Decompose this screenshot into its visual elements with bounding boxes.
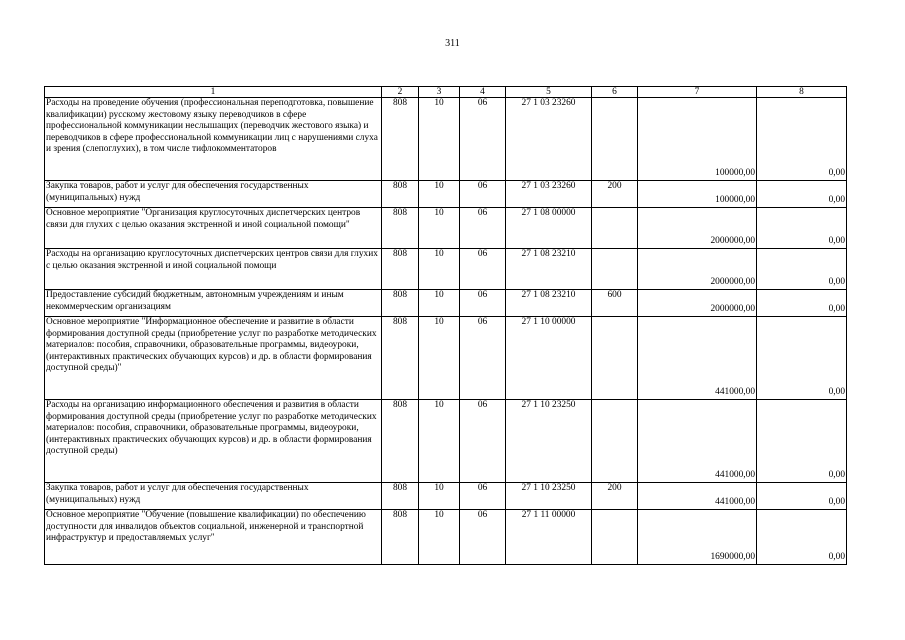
- table-header-row: [45, 87, 847, 98]
- cell-section: 10: [419, 249, 460, 290]
- cell-expense-type: [592, 208, 638, 249]
- cell-ministry-code: 808: [382, 317, 419, 400]
- cell-expense-type: 200: [592, 483, 638, 510]
- cell-target-item: 27 1 10 23250: [506, 483, 592, 510]
- table-row: [45, 483, 847, 510]
- table-row: [45, 290, 847, 317]
- header-cell: 4: [460, 87, 506, 98]
- cell-amount: 2000000,00: [638, 290, 757, 317]
- cell-ministry-code: 808: [382, 290, 419, 317]
- cell-expense-type: [592, 510, 638, 565]
- cell-target-item: 27 1 08 00000: [506, 208, 592, 249]
- header-cell: 6: [592, 87, 638, 98]
- cell-amount-2: 0,00: [757, 181, 847, 208]
- header-cell: 3: [419, 87, 460, 98]
- cell-section: 10: [419, 483, 460, 510]
- cell-amount: 100000,00: [638, 98, 757, 181]
- cell-subsection: 06: [460, 208, 506, 249]
- cell-target-item: 27 1 08 23210: [506, 290, 592, 317]
- cell-expense-type: [592, 98, 638, 181]
- cell-section: 10: [419, 181, 460, 208]
- cell-subsection: 06: [460, 510, 506, 565]
- cell-target-item: 27 1 03 23260: [506, 98, 592, 181]
- budget-table: [44, 86, 847, 565]
- cell-amount-2: 0,00: [757, 249, 847, 290]
- table-row: [45, 208, 847, 249]
- table-row: [45, 98, 847, 181]
- cell-amount-2: 0,00: [757, 208, 847, 249]
- table-row: [45, 249, 847, 290]
- cell-amount-2: 0,00: [757, 317, 847, 400]
- table-row: [45, 181, 847, 208]
- cell-subsection: 06: [460, 400, 506, 483]
- cell-section: 10: [419, 290, 460, 317]
- cell-name: Основное мероприятие "Организация круглосуточных диспетчерских центров связи для глухих с целью оказания экстренной и иной социальной помощи": [45, 208, 382, 249]
- cell-amount-2: 0,00: [757, 290, 847, 317]
- table-row: [45, 400, 847, 483]
- cell-section: 10: [419, 510, 460, 565]
- cell-ministry-code: 808: [382, 181, 419, 208]
- cell-subsection: 06: [460, 249, 506, 290]
- cell-subsection: 06: [460, 98, 506, 181]
- cell-amount-2: 0,00: [757, 510, 847, 565]
- cell-expense-type: 600: [592, 290, 638, 317]
- cell-name: Основное мероприятие "Обучение (повышение квалификации) по обеспечению доступности для инвалидов объектов социальной, инженерной и транспортной инфраструктур и предоставляемых услуг": [45, 510, 382, 565]
- cell-section: 10: [419, 208, 460, 249]
- cell-name: Расходы на организацию круглосуточных диспетчерских центров связи для глухих с целью оказания экстренной и иной социальной помощи: [45, 249, 382, 290]
- table-row: [45, 510, 847, 565]
- cell-target-item: 27 1 10 00000: [506, 317, 592, 400]
- cell-amount: 441000,00: [638, 317, 757, 400]
- cell-amount-2: 0,00: [757, 98, 847, 181]
- cell-name: Расходы на проведение обучения (профессиональная переподготовка, повышение квалификации) русскому жестовому языку переводчиков в сфере профессиональной коммуникации неслышащих (переводчик жестового языка) и переводчиков в сфере профессиональной коммуникации лиц с нарушениями слуха и зрения (слепоглухих), в том числе тифлокомментаторов: [45, 98, 382, 181]
- cell-ministry-code: 808: [382, 249, 419, 290]
- cell-subsection: 06: [460, 290, 506, 317]
- cell-name: Закупка товаров, работ и услуг для обеспечения государственных (муниципальных) нужд: [45, 483, 382, 510]
- cell-ministry-code: 808: [382, 98, 419, 181]
- cell-target-item: 27 1 11 00000: [506, 510, 592, 565]
- cell-amount: 1690000,00: [638, 510, 757, 565]
- cell-subsection: 06: [460, 483, 506, 510]
- cell-section: 10: [419, 98, 460, 181]
- cell-section: 10: [419, 400, 460, 483]
- cell-name: Предоставление субсидий бюджетным, автономным учреждениям и иным некоммерческим организациям: [45, 290, 382, 317]
- cell-amount: 100000,00: [638, 181, 757, 208]
- table-row: [45, 317, 847, 400]
- header-cell: 5: [506, 87, 592, 98]
- cell-expense-type: [592, 400, 638, 483]
- cell-target-item: 27 1 08 23210: [506, 249, 592, 290]
- header-cell: 2: [382, 87, 419, 98]
- cell-expense-type: [592, 317, 638, 400]
- cell-expense-type: [592, 249, 638, 290]
- cell-subsection: 06: [460, 317, 506, 400]
- cell-amount-2: 0,00: [757, 400, 847, 483]
- header-cell: 7: [638, 87, 757, 98]
- cell-name: Закупка товаров, работ и услуг для обеспечения государственных (муниципальных) нужд: [45, 181, 382, 208]
- cell-amount: 441000,00: [638, 483, 757, 510]
- table-body: [45, 98, 847, 565]
- header-cell: 1: [45, 87, 382, 98]
- cell-ministry-code: 808: [382, 483, 419, 510]
- cell-amount: 2000000,00: [638, 249, 757, 290]
- header-cell: 8: [757, 87, 847, 98]
- cell-amount-2: 0,00: [757, 483, 847, 510]
- cell-section: 10: [419, 317, 460, 400]
- cell-name: Основное мероприятие "Информационное обеспечение и развитие в области формирования доступной среды (приобретение услуг по разработке методических материалов: пособия, справочники, образовательные программы, видеоуроки, (интерактивных практических обучающих курсов) и др. в области формирования доступной среды)": [45, 317, 382, 400]
- cell-amount: 441000,00: [638, 400, 757, 483]
- cell-name: Расходы на организацию информационного обеспечения и развития в области формирования доступной среды (приобретение услуг по разработке методических материалов: пособия, справочники, образовательные программы, видеоуроки, (интерактивных практических обучающих курсов) и др. в области формирования доступной среды): [45, 400, 382, 483]
- cell-target-item: 27 1 03 23260: [506, 181, 592, 208]
- page-number: 311: [445, 38, 460, 49]
- cell-ministry-code: 808: [382, 510, 419, 565]
- cell-expense-type: 200: [592, 181, 638, 208]
- cell-amount: 2000000,00: [638, 208, 757, 249]
- cell-target-item: 27 1 10 23250: [506, 400, 592, 483]
- cell-ministry-code: 808: [382, 400, 419, 483]
- cell-ministry-code: 808: [382, 208, 419, 249]
- cell-subsection: 06: [460, 181, 506, 208]
